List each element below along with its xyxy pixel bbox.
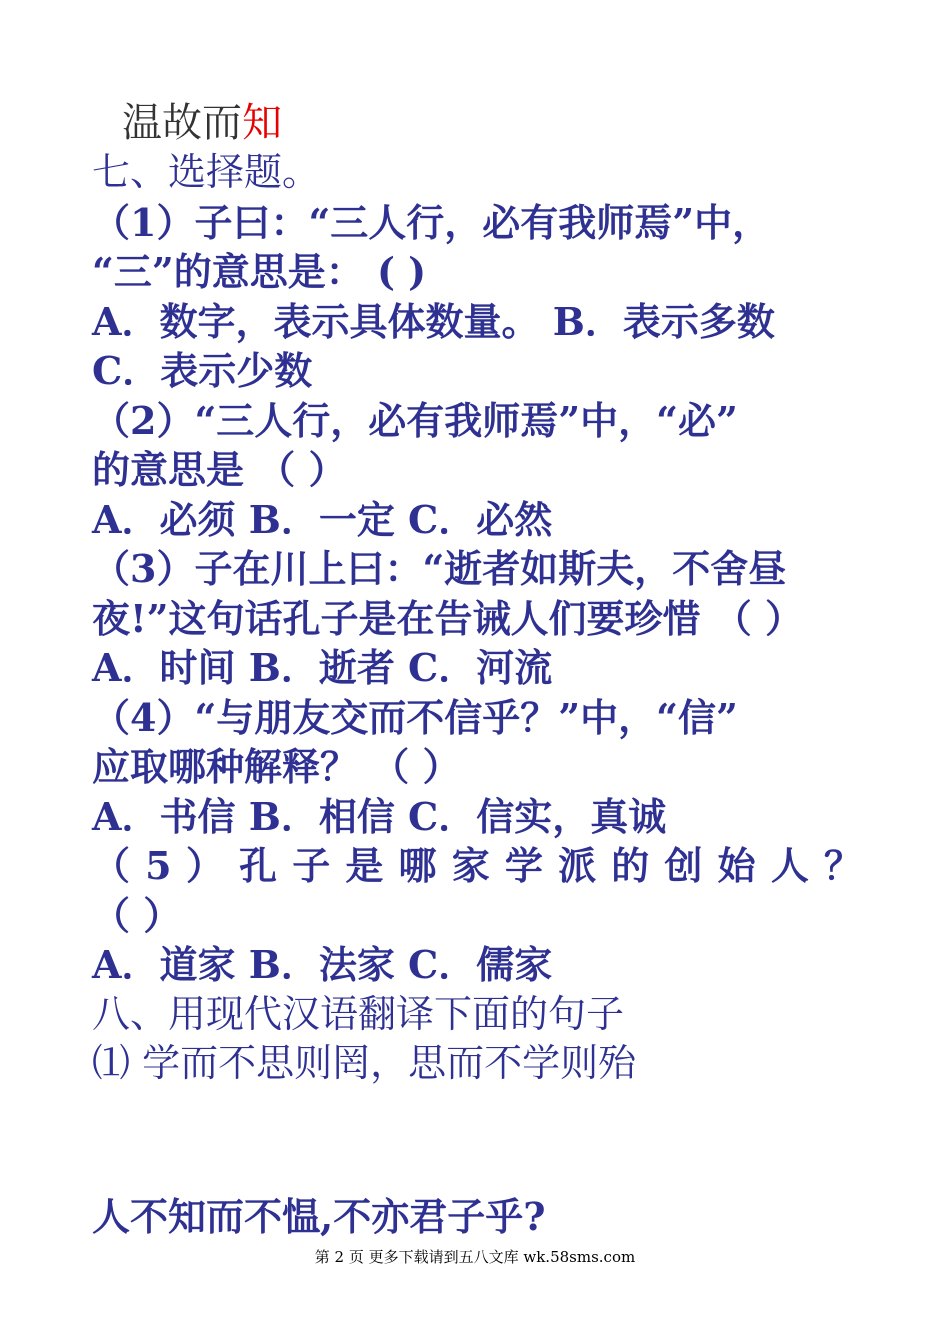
question-5-line-1: （ 5 ） 孔 子 是 哪 家 学 派 的 创 始 人 ？: [92, 843, 862, 888]
translation-item-1: ⑴ 学而不思则罔，思而不学则殆: [92, 1041, 637, 1085]
title-accent: 知: [242, 100, 282, 146]
translation-item-2: 人不知而不愠,不亦君子乎?: [92, 1194, 546, 1239]
question-2-line-1: （2）“三人行，必有我师焉”中，“必”: [92, 397, 738, 443]
question-4-line-1: （4）“与朋友交而不信乎？”中，“信”: [92, 694, 738, 740]
section-heading-choice: 七、选择题。: [92, 150, 321, 194]
question-1-line-1: （1）子曰：“三人行，必有我师焉”中，: [92, 199, 771, 245]
question-3-options: A．时间 B．逝者 C．河流: [92, 645, 553, 690]
question-5-line-2: （ ）: [92, 892, 182, 938]
question-4-options: A．书信 B．相信 C．信实，真诚: [92, 793, 667, 839]
question-1-options-1: A．数字，表示具体数量。 B．表示多数: [92, 298, 775, 344]
question-3-line-2: 夜!”这句话孔子是在告诫人们要珍惜 （ ）: [92, 595, 803, 641]
question-1-line-2: “三”的意思是： ( ): [92, 249, 427, 294]
question-4-line-2: 应取哪种解释？ （ ）: [92, 744, 461, 789]
page-footer: 第 2 页 更多下载请到五八文库 wk.58sms.com: [314, 1248, 636, 1266]
question-2-line-2: 的意思是 （ ）: [92, 447, 347, 492]
section-heading-translation: 八、用现代汉语翻译下面的句子: [92, 991, 625, 1036]
worksheet-content: [92, 148, 862, 1089]
page-title: [122, 98, 282, 148]
question-5-options: A．道家 B．法家 C．儒家: [92, 942, 553, 987]
question-2-options: A．必须 B．一定 C．必然: [92, 496, 553, 542]
question-3-line-1: （3）子在川上曰：“逝者如斯夫，不舍昼: [92, 546, 787, 591]
title-prefix: 温故而: [122, 100, 242, 146]
question-1-options-2: C．表示少数: [92, 348, 313, 393]
